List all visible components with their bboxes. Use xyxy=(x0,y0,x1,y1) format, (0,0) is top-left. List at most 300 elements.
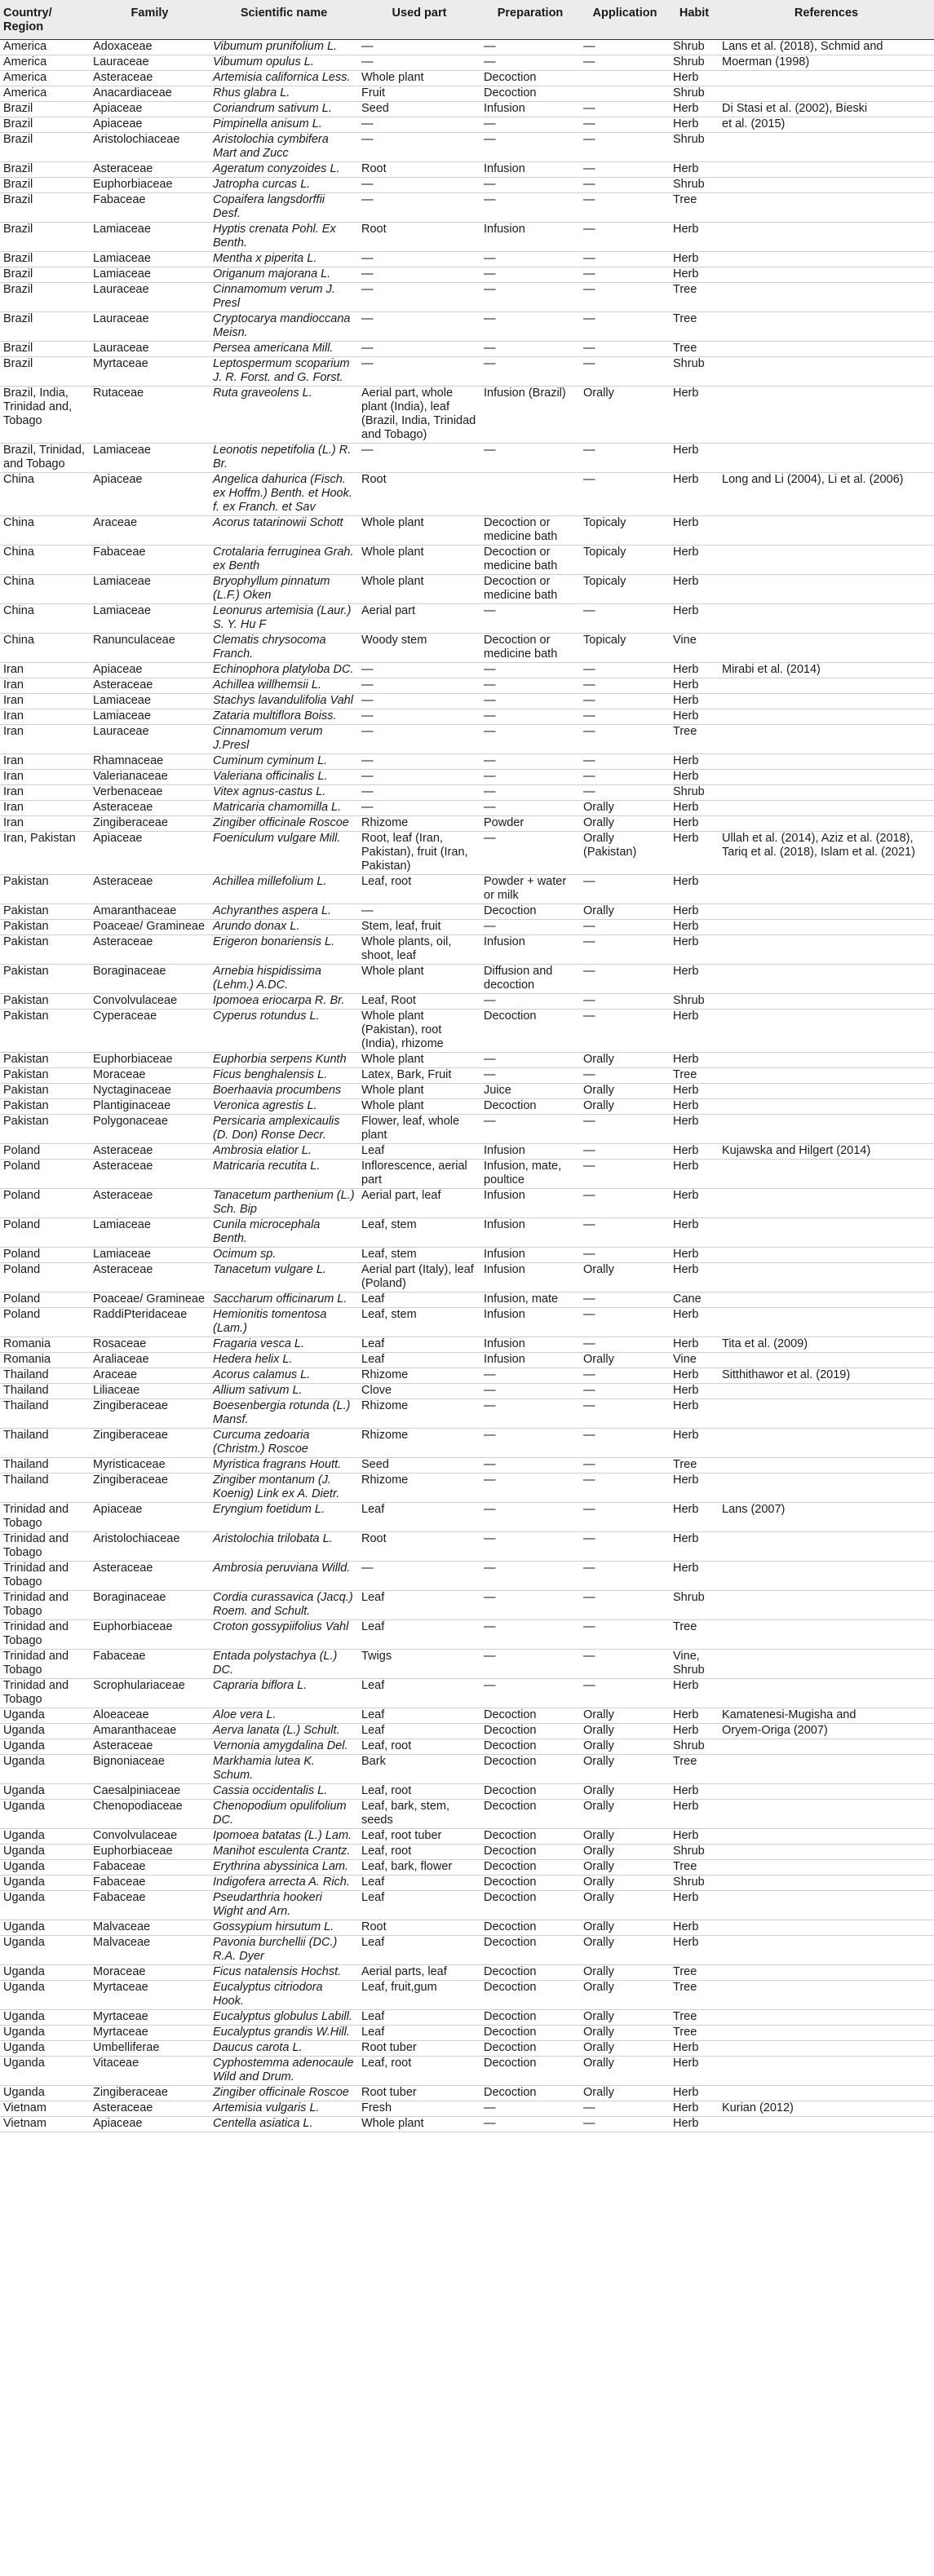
table-row xyxy=(0,1189,934,1218)
cell-scientific-name: Pseudarthria hookeri Wight and Arn. xyxy=(210,1891,358,1920)
cell-family: Lauraceae xyxy=(90,55,210,71)
cell-references xyxy=(719,133,934,162)
cell-scientific-name: Daucus carota L. xyxy=(210,2041,358,2057)
cell-preparation: Decoction xyxy=(480,1755,580,1784)
cell-used-part: Aerial part xyxy=(358,604,480,634)
cell-used-part: Rhizome xyxy=(358,1399,480,1429)
cell-application: — xyxy=(580,1503,670,1532)
cell-preparation: Infusion xyxy=(480,1263,580,1292)
cell-used-part: Leaf xyxy=(358,1620,480,1650)
cell-family: Apiaceae xyxy=(90,1503,210,1532)
table-row xyxy=(0,1845,934,1860)
table-row xyxy=(0,1876,934,1891)
cell-preparation: Decoction or medicine bath xyxy=(480,516,580,546)
cell-preparation: Decoction xyxy=(480,1860,580,1876)
cell-preparation: Decoction xyxy=(480,1099,580,1115)
table-row xyxy=(0,1429,934,1458)
cell-application: Orally xyxy=(580,2026,670,2041)
cell-country: Uganda xyxy=(0,2026,90,2041)
cell-references xyxy=(719,2041,934,2057)
cell-scientific-name: Eryngium foetidum L. xyxy=(210,1503,358,1532)
cell-preparation: Decoction xyxy=(480,1784,580,1800)
cell-references xyxy=(719,193,934,223)
cell-country: Iran xyxy=(0,785,90,801)
cell-habit: Herb xyxy=(670,1115,719,1144)
cell-family: Fabaceae xyxy=(90,1891,210,1920)
cell-references xyxy=(719,1248,934,1263)
cell-used-part: — xyxy=(358,785,480,801)
cell-used-part: Root xyxy=(358,1532,480,1562)
table-row xyxy=(0,223,934,252)
cell-country: Iran xyxy=(0,770,90,785)
cell-scientific-name: Curcuma zedoaria (Christm.) Roscoe xyxy=(210,1429,358,1458)
cell-used-part: Leaf xyxy=(358,2026,480,2041)
cell-preparation: Infusion (Brazil) xyxy=(480,387,580,444)
table-row xyxy=(0,1620,934,1650)
cell-family: Lauraceae xyxy=(90,312,210,342)
cell-habit: Herb xyxy=(670,444,719,473)
table-row xyxy=(0,117,934,133)
cell-application: — xyxy=(580,117,670,133)
cell-used-part: Aerial parts, leaf xyxy=(358,1965,480,1981)
cell-preparation: — xyxy=(480,1474,580,1503)
cell-used-part: Leaf, fruit,gum xyxy=(358,1981,480,2010)
cell-preparation: Infusion, mate, poultice xyxy=(480,1160,580,1189)
cell-preparation: — xyxy=(480,1562,580,1591)
cell-used-part: Stem, leaf, fruit xyxy=(358,920,480,935)
cell-habit: Herb xyxy=(670,754,719,770)
cell-application: — xyxy=(580,162,670,178)
cell-preparation: — xyxy=(480,342,580,357)
cell-references xyxy=(719,920,934,935)
cell-used-part: Root xyxy=(358,223,480,252)
cell-habit: Cane xyxy=(670,1292,719,1308)
cell-scientific-name: Euphorbia serpens Kunth xyxy=(210,1053,358,1068)
cell-preparation: — xyxy=(480,193,580,223)
cell-country: Uganda xyxy=(0,1876,90,1891)
table-row xyxy=(0,444,934,473)
cell-scientific-name: Zingiber officinale Roscoe xyxy=(210,2086,358,2101)
cell-family: Apiaceae xyxy=(90,117,210,133)
table-row xyxy=(0,2101,934,2117)
cell-family: Lamiaceae xyxy=(90,709,210,725)
cell-preparation: Infusion xyxy=(480,1144,580,1160)
cell-preparation: Decoction xyxy=(480,1724,580,1739)
cell-references xyxy=(719,1620,934,1650)
cell-family: Lauraceae xyxy=(90,342,210,357)
cell-references xyxy=(719,1010,934,1053)
cell-scientific-name: Coriandrum sativum L. xyxy=(210,102,358,117)
cell-family: Rhamnaceae xyxy=(90,754,210,770)
cell-application: — xyxy=(580,965,670,994)
cell-used-part: Twigs xyxy=(358,1650,480,1679)
cell-scientific-name: Allium sativum L. xyxy=(210,1384,358,1399)
cell-preparation: — xyxy=(480,1429,580,1458)
cell-preparation: — xyxy=(480,133,580,162)
cell-application: Orally xyxy=(580,1936,670,1965)
cell-application: Orally xyxy=(580,1708,670,1724)
table-row xyxy=(0,678,934,694)
cell-habit: Shrub xyxy=(670,994,719,1010)
header-habit: Habit xyxy=(670,0,719,40)
cell-preparation: — xyxy=(480,1458,580,1474)
cell-habit: Herb xyxy=(670,1010,719,1053)
cell-references xyxy=(719,1189,934,1218)
cell-application: Orally (Pakistan) xyxy=(580,832,670,875)
cell-preparation: Decoction xyxy=(480,2086,580,2101)
cell-application: Orally xyxy=(580,1084,670,1099)
cell-scientific-name: Ageratum conyzoides L. xyxy=(210,162,358,178)
cell-application: — xyxy=(580,1532,670,1562)
cell-preparation: Decoction xyxy=(480,1010,580,1053)
cell-family: Fabaceae xyxy=(90,1860,210,1876)
cell-preparation: Infusion xyxy=(480,162,580,178)
cell-used-part: Flower, leaf, whole plant xyxy=(358,1115,480,1144)
cell-country: Brazil xyxy=(0,178,90,193)
cell-habit: Herb xyxy=(670,1399,719,1429)
cell-application: Orally xyxy=(580,801,670,816)
cell-habit: Herb xyxy=(670,1724,719,1739)
table-row xyxy=(0,1981,934,2010)
cell-references: Kujawska and Hilgert (2014) xyxy=(719,1144,934,1160)
cell-preparation: — xyxy=(480,312,580,342)
cell-used-part: Leaf, stem xyxy=(358,1218,480,1248)
cell-family: Anacardiaceae xyxy=(90,86,210,102)
cell-habit: Herb xyxy=(670,1308,719,1337)
cell-preparation: — xyxy=(480,920,580,935)
table-row xyxy=(0,1068,934,1084)
cell-preparation: Infusion xyxy=(480,1248,580,1263)
cell-preparation: — xyxy=(480,252,580,267)
cell-used-part: — xyxy=(358,117,480,133)
cell-family: Euphorbiaceae xyxy=(90,178,210,193)
cell-used-part: Leaf, stem xyxy=(358,1248,480,1263)
cell-application: — xyxy=(580,444,670,473)
cell-family: Aristolochiaceae xyxy=(90,1532,210,1562)
cell-scientific-name: Angelica dahurica (Fisch. ex Hoffm.) Benth. et Hook. f. ex Franch. et Sav xyxy=(210,473,358,516)
cell-preparation: — xyxy=(480,1368,580,1384)
cell-scientific-name: Eucalyptus globulus Labill. xyxy=(210,2010,358,2026)
cell-scientific-name: Matricaria recutita L. xyxy=(210,1160,358,1189)
cell-habit: Herb xyxy=(670,2057,719,2086)
table-row xyxy=(0,1053,934,1068)
cell-used-part: Leaf, root xyxy=(358,1845,480,1860)
cell-scientific-name: Artemisia vulgaris L. xyxy=(210,2101,358,2117)
cell-references: Lans et al. (2018), Schmid and xyxy=(719,40,934,55)
cell-scientific-name: Hedera helix L. xyxy=(210,1353,358,1368)
cell-habit: Herb xyxy=(670,965,719,994)
cell-preparation: — xyxy=(480,117,580,133)
cell-references xyxy=(719,1876,934,1891)
cell-family: Malvaceae xyxy=(90,1936,210,1965)
cell-references xyxy=(719,1532,934,1562)
table-row xyxy=(0,1308,934,1337)
table-row xyxy=(0,832,934,875)
cell-references xyxy=(719,875,934,904)
cell-country: Pakistan xyxy=(0,1115,90,1144)
cell-preparation: — xyxy=(480,994,580,1010)
cell-references xyxy=(719,1562,934,1591)
cell-scientific-name: Aloe vera L. xyxy=(210,1708,358,1724)
cell-application: — xyxy=(580,267,670,283)
cell-references xyxy=(719,1429,934,1458)
cell-habit: Herb xyxy=(670,935,719,965)
cell-habit: Tree xyxy=(670,1965,719,1981)
cell-used-part: Root xyxy=(358,473,480,516)
cell-used-part: Whole plant xyxy=(358,575,480,604)
cell-country: Iran xyxy=(0,678,90,694)
cell-references xyxy=(719,387,934,444)
cell-habit: Herb xyxy=(670,162,719,178)
cell-family: Lauraceae xyxy=(90,725,210,754)
cell-scientific-name: Tanacetum parthenium (L.) Sch. Bip xyxy=(210,1189,358,1218)
cell-country: Poland xyxy=(0,1248,90,1263)
cell-application: — xyxy=(580,1562,670,1591)
cell-application: — xyxy=(580,709,670,725)
cell-country: America xyxy=(0,40,90,55)
cell-habit: Herb xyxy=(670,2101,719,2117)
cell-preparation: Infusion xyxy=(480,223,580,252)
cell-preparation: — xyxy=(480,178,580,193)
cell-used-part: Seed xyxy=(358,102,480,117)
table-row xyxy=(0,312,934,342)
cell-scientific-name: Arundo donax L. xyxy=(210,920,358,935)
cell-references xyxy=(719,1936,934,1965)
cell-application: — xyxy=(580,1248,670,1263)
table-row xyxy=(0,935,934,965)
table-row xyxy=(0,1679,934,1708)
table-row xyxy=(0,1337,934,1353)
cell-application: Orally xyxy=(580,1099,670,1115)
cell-country: Brazil xyxy=(0,133,90,162)
cell-used-part: Leaf xyxy=(358,1591,480,1620)
cell-habit: Herb xyxy=(670,678,719,694)
cell-preparation: Infusion, mate xyxy=(480,1292,580,1308)
cell-used-part: Latex, Bark, Fruit xyxy=(358,1068,480,1084)
cell-references xyxy=(719,1891,934,1920)
cell-used-part: Leaf, root xyxy=(358,1739,480,1755)
cell-application: Orally xyxy=(580,1724,670,1739)
cell-habit: Shrub xyxy=(670,1739,719,1755)
cell-used-part: Leaf xyxy=(358,1876,480,1891)
table-row xyxy=(0,102,934,117)
cell-scientific-name: Ruta graveolens L. xyxy=(210,387,358,444)
cell-country: Iran xyxy=(0,694,90,709)
table-row xyxy=(0,663,934,678)
table-row xyxy=(0,2026,934,2041)
table-row xyxy=(0,2057,934,2086)
cell-used-part: — xyxy=(358,40,480,55)
table-row xyxy=(0,754,934,770)
cell-family: Lauraceae xyxy=(90,283,210,312)
cell-application: — xyxy=(580,252,670,267)
cell-used-part: — xyxy=(358,904,480,920)
cell-country: China xyxy=(0,575,90,604)
cell-family: Myristicaceae xyxy=(90,1458,210,1474)
cell-family: Boraginaceae xyxy=(90,965,210,994)
cell-references xyxy=(719,678,934,694)
table-row xyxy=(0,1399,934,1429)
cell-preparation: Decoction xyxy=(480,1891,580,1920)
cell-preparation: Infusion xyxy=(480,1189,580,1218)
cell-habit: Herb xyxy=(670,1053,719,1068)
cell-application: — xyxy=(580,473,670,516)
cell-application: — xyxy=(580,2117,670,2132)
cell-family: Bignoniaceae xyxy=(90,1755,210,1784)
table-row xyxy=(0,2010,934,2026)
cell-used-part: — xyxy=(358,694,480,709)
cell-used-part: — xyxy=(358,193,480,223)
cell-scientific-name: Cyphostemma adenocaule Wild and Drum. xyxy=(210,2057,358,2086)
cell-preparation: — xyxy=(480,55,580,71)
cell-habit: Herb xyxy=(670,816,719,832)
table-row xyxy=(0,1965,934,1981)
cell-family: Asteraceae xyxy=(90,935,210,965)
cell-habit: Herb xyxy=(670,546,719,575)
table-row xyxy=(0,725,934,754)
cell-family: Lamiaceae xyxy=(90,223,210,252)
cell-family: Araceae xyxy=(90,1368,210,1384)
table-row xyxy=(0,875,934,904)
cell-family: Plantiginaceae xyxy=(90,1099,210,1115)
cell-used-part: Whole plant xyxy=(358,1099,480,1115)
cell-scientific-name: Acorus tatarinowii Schott xyxy=(210,516,358,546)
header-references: References xyxy=(719,0,934,40)
table-row xyxy=(0,1144,934,1160)
cell-used-part: Rhizome xyxy=(358,816,480,832)
table-row xyxy=(0,1292,934,1308)
cell-family: Myrtaceae xyxy=(90,357,210,387)
cell-habit: Herb xyxy=(670,473,719,516)
cell-preparation: Decoction xyxy=(480,2057,580,2086)
table-row xyxy=(0,1458,934,1474)
table-row xyxy=(0,546,934,575)
cell-scientific-name: Acorus calamus L. xyxy=(210,1368,358,1384)
cell-used-part: Woody stem xyxy=(358,634,480,663)
cell-scientific-name: Aerva lanata (L.) Schult. xyxy=(210,1724,358,1739)
cell-used-part: Leaf xyxy=(358,1337,480,1353)
cell-family: Zingiberaceae xyxy=(90,816,210,832)
cell-family: Asteraceae xyxy=(90,801,210,816)
table-row xyxy=(0,1474,934,1503)
cell-country: Brazil xyxy=(0,312,90,342)
cell-preparation: — xyxy=(480,1532,580,1562)
cell-habit: Herb xyxy=(670,694,719,709)
cell-references xyxy=(719,516,934,546)
cell-application: — xyxy=(580,102,670,117)
cell-scientific-name: Boesenbergia rotunda (L.) Mansf. xyxy=(210,1399,358,1429)
cell-references xyxy=(719,2010,934,2026)
cell-application: — xyxy=(580,1679,670,1708)
cell-country: Thailand xyxy=(0,1458,90,1474)
cell-family: Araceae xyxy=(90,516,210,546)
cell-used-part: — xyxy=(358,770,480,785)
cell-preparation: Diffusion and decoction xyxy=(480,965,580,994)
cell-references xyxy=(719,342,934,357)
cell-scientific-name: Achyranthes aspera L. xyxy=(210,904,358,920)
header-preparation: Preparation xyxy=(480,0,580,40)
cell-habit: Herb xyxy=(670,709,719,725)
table-row xyxy=(0,1010,934,1053)
cell-family: Apiaceae xyxy=(90,832,210,875)
cell-country: Poland xyxy=(0,1144,90,1160)
cell-scientific-name: Myristica fragrans Houtt. xyxy=(210,1458,358,1474)
cell-family: Ranunculaceae xyxy=(90,634,210,663)
cell-preparation: Decoction xyxy=(480,1845,580,1860)
cell-scientific-name: Vitex agnus-castus L. xyxy=(210,785,358,801)
cell-used-part: — xyxy=(358,709,480,725)
cell-used-part: Rhizome xyxy=(358,1474,480,1503)
cell-country: China xyxy=(0,473,90,516)
cell-scientific-name: Chenopodium opulifolium DC. xyxy=(210,1800,358,1829)
cell-application: Orally xyxy=(580,387,670,444)
table-row xyxy=(0,40,934,55)
cell-scientific-name: Capraria biflora L. xyxy=(210,1679,358,1708)
cell-scientific-name: Vibumum prunifolium L. xyxy=(210,40,358,55)
cell-used-part: — xyxy=(358,1562,480,1591)
cell-scientific-name: Ficus natalensis Hochst. xyxy=(210,1965,358,1981)
cell-habit: Herb xyxy=(670,1891,719,1920)
cell-country: Brazil xyxy=(0,102,90,117)
cell-used-part: — xyxy=(358,133,480,162)
cell-scientific-name: Mentha x piperita L. xyxy=(210,252,358,267)
cell-used-part: Root, leaf (Iran, Pakistan), fruit (Iran, Pakistan) xyxy=(358,832,480,875)
table-row xyxy=(0,1739,934,1755)
cell-family: Amaranthaceae xyxy=(90,1724,210,1739)
cell-used-part: Aerial part, whole plant (India), leaf (Brazil, India, Trinidad and Tobago) xyxy=(358,387,480,444)
table-row xyxy=(0,994,934,1010)
cell-preparation: Infusion xyxy=(480,1353,580,1368)
cell-country: Brazil xyxy=(0,117,90,133)
cell-habit: Herb xyxy=(670,904,719,920)
cell-references xyxy=(719,1920,934,1936)
cell-application: — xyxy=(580,1292,670,1308)
cell-family: Asteraceae xyxy=(90,1144,210,1160)
cell-country: Thailand xyxy=(0,1474,90,1503)
cell-scientific-name: Cryptocarya mandioccana Meisn. xyxy=(210,312,358,342)
cell-family: Adoxaceae xyxy=(90,40,210,55)
cell-habit: Tree xyxy=(670,2026,719,2041)
cell-family: Zingiberaceae xyxy=(90,1399,210,1429)
cell-family: Aristolochiaceae xyxy=(90,133,210,162)
cell-scientific-name: Clematis chrysocoma Franch. xyxy=(210,634,358,663)
cell-references xyxy=(719,904,934,920)
cell-scientific-name: Origanum majorana L. xyxy=(210,267,358,283)
cell-country: Uganda xyxy=(0,2086,90,2101)
cell-scientific-name: Matricaria chamomilla L. xyxy=(210,801,358,816)
cell-country: Uganda xyxy=(0,2057,90,2086)
cell-scientific-name: Hemionitis tomentosa (Lam.) xyxy=(210,1308,358,1337)
cell-used-part: — xyxy=(358,267,480,283)
cell-habit: Tree xyxy=(670,342,719,357)
cell-country: Uganda xyxy=(0,1845,90,1860)
cell-scientific-name: Aristolochia cymbifera Mart and Zucc xyxy=(210,133,358,162)
header-used-part: Used part xyxy=(358,0,480,40)
cell-scientific-name: Ipomoea eriocarpa R. Br. xyxy=(210,994,358,1010)
cell-application: — xyxy=(580,1218,670,1248)
table-row xyxy=(0,904,934,920)
cell-country: Trinidad and Tobago xyxy=(0,1591,90,1620)
cell-preparation: Decoction xyxy=(480,1920,580,1936)
cell-family: Araliaceae xyxy=(90,1353,210,1368)
table-row xyxy=(0,1263,934,1292)
cell-scientific-name: Leonurus artemisia (Laur.) S. Y. Hu F xyxy=(210,604,358,634)
cell-country: Vietnam xyxy=(0,2117,90,2132)
cell-scientific-name: Stachys lavandulifolia Vahl xyxy=(210,694,358,709)
cell-references: Mirabi et al. (2014) xyxy=(719,663,934,678)
table-row xyxy=(0,801,934,816)
cell-family: Convolvulaceae xyxy=(90,1829,210,1845)
